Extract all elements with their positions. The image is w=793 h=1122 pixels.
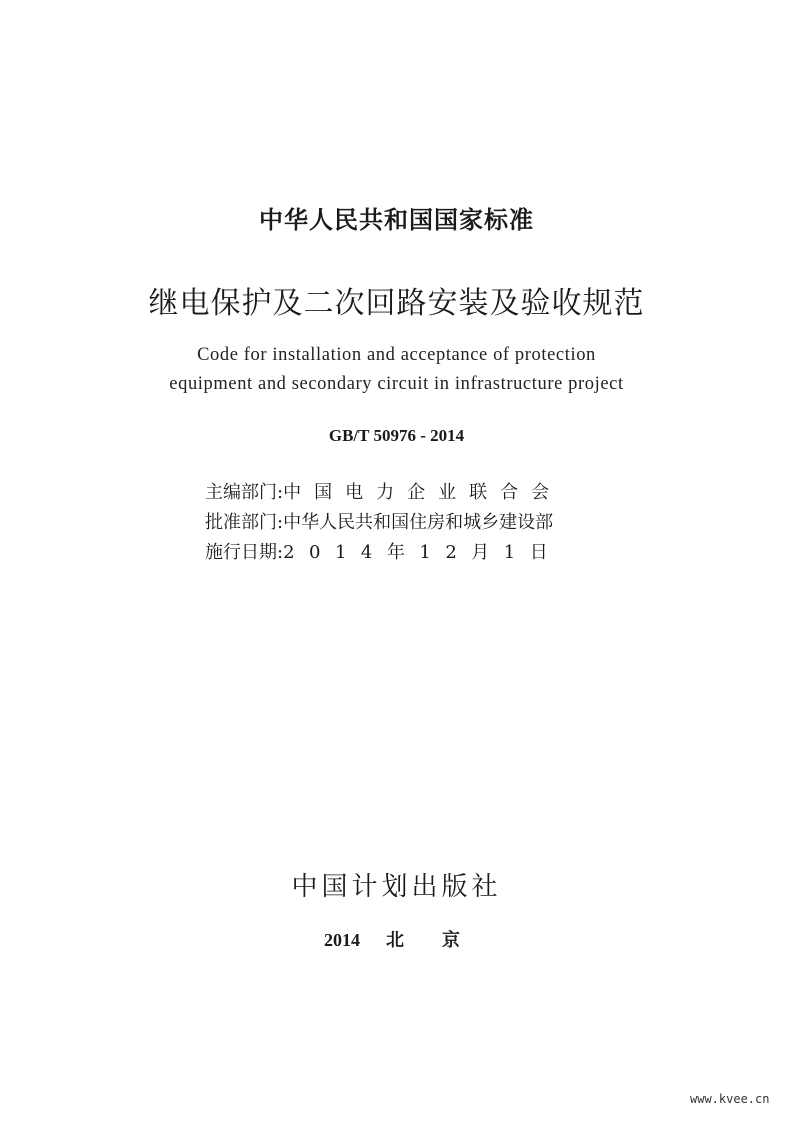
editor-row: [205, 478, 595, 504]
approver-value: 中华人民共和国住房和城乡建设部: [283, 512, 554, 533]
publisher-name: 中国计划出版社: [291, 872, 502, 902]
english-title-line-1: Code for installation and acceptance of protection: [197, 345, 596, 365]
editor-value: 中国电力企业联合会: [283, 482, 563, 503]
chinese-title: 继电保护及二次回路安装及验收规范: [148, 286, 645, 321]
approver-row: [205, 508, 595, 534]
approver-label: 批准部门:: [205, 512, 284, 533]
publication-city: 北京: [386, 930, 498, 951]
standard-series-heading: 中华人民共和国国家标准: [259, 206, 534, 234]
publication-year: 2014: [324, 930, 360, 950]
effective-date-row: [205, 538, 595, 564]
english-title-line-2: equipment and secondary circuit in infrastructure project: [169, 374, 624, 394]
publication-place: [324, 926, 498, 952]
effective-date-label: 施行日期:: [205, 542, 284, 563]
site-watermark: www.kvee.cn: [690, 1092, 770, 1106]
effective-date-value: 2014年12月1日: [283, 542, 563, 563]
editor-label: 主编部门:: [205, 482, 284, 503]
standard-code: GB/T 50976 - 2014: [328, 426, 465, 445]
